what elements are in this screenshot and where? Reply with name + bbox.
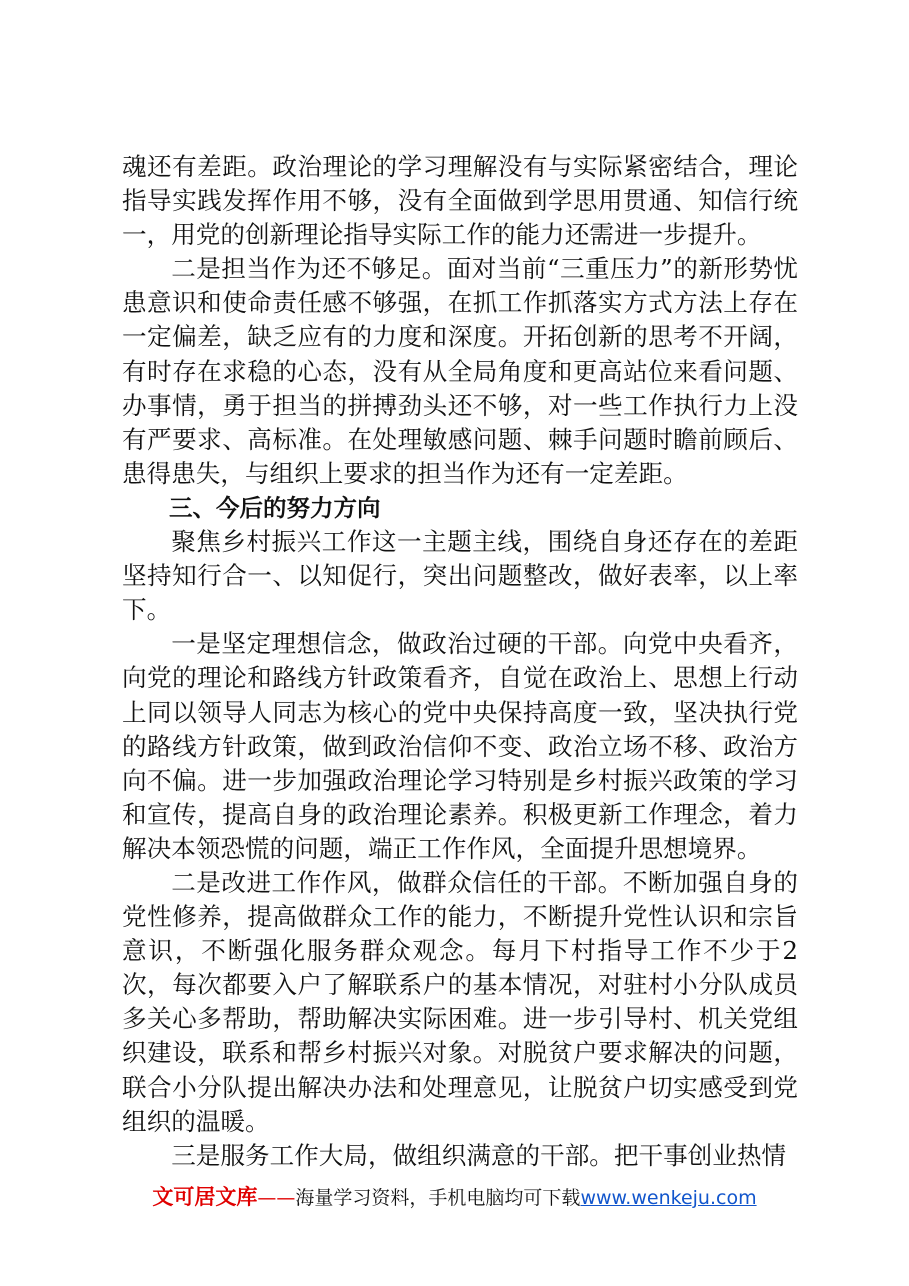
footer-site-link[interactable]: www.wenkeju.com: [580, 1187, 757, 1209]
footer-tagline: 海量学习资料，手机电脑均可下载: [295, 1187, 581, 1209]
document-body: [122, 150, 798, 1173]
footer-banner: [0, 1182, 909, 1213]
paragraph-responsibility: 二是担当作为还不够足。面对当前“三重压力”的新形势忧患意识和使命责任感不够强，在抓工作抓落实方式方法上存在一定偏差，缺乏应有的力度和深度。开拓创新的思考不开阔，有时存在求稳的心态，没有从全局角度和更高站位来看问题、办事情，勇于担当的拼搏劲头还不够，对一些工作执行力上没有严要求、高标准。在处理敏感问题、棘手问题时瞻前顾后、患得患失，与组织上要求的担当作为还有一定差距。: [122, 254, 798, 488]
paragraph-point-one: 一是坚定理想信念，做政治过硬的干部。向党中央看齐，向党的理论和路线方针政策看齐，自觉在政治上、思想上行动上同以领导人同志为核心的党中央保持高度一致，坚决执行党的路线方针政策，做到政治信仰不变、政治立场不移、政治方向不偏。进一步加强政治理论学习特别是乡村振兴政策的学习和宣传，提高自身的政治理论素养。积极更新工作理念，着力解决本领恐慌的问题，端正工作作风，全面提升思想境界。: [122, 629, 798, 863]
paragraph-point-three: 三是服务工作大局，做组织满意的干部。把干事创业热情: [171, 1140, 787, 1170]
footer-dash: ——: [257, 1187, 296, 1209]
paragraph-point-two: 二是改进工作作风，做群众信任的干部。不断加强自身的党性修养，提高做群众工作的能力，不断提升党性认识和宗旨意识，不断强化服务群众观念。每月下村指导工作不少于2次，每次都要入户了解联系户的基本情况，对驻村小分队成员多关心多帮助，帮助解决实际困难。进一步引导村、机关党组织建设，联系和帮乡村振兴对象。对脱贫户要求解决的问题，联合小分队提出解决办法和处理意见，让脱贫户切实感受到党组织的温暖。: [122, 867, 798, 1136]
paragraph-intro: 聚焦乡村振兴工作这一主题主线，围绕自身还存在的差距坚持知行合一、以知促行，突出问题整改，做好表率，以上率下。: [122, 527, 798, 625]
paragraph-continuation: 魂还有差距。政治理论的学习理解没有与实际紧密结合，理论指导实践发挥作用不够，没有全面做到学思用贯通、知信行统一，用党的创新理论指导实际工作的能力还需进一步提升。: [122, 152, 798, 250]
section-heading: 三、今后的努力方向: [169, 493, 381, 522]
footer-brand: 文可居文库: [152, 1185, 258, 1209]
